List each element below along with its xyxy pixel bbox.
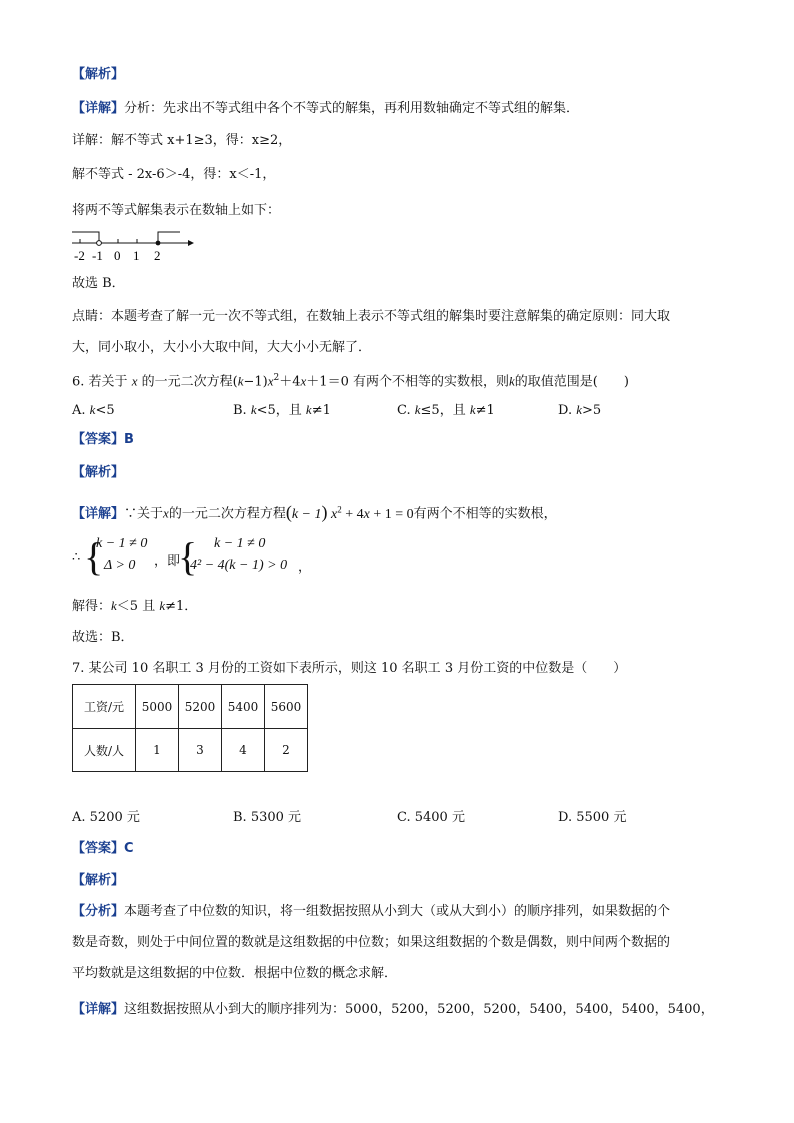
table-cell: 5200 bbox=[179, 685, 222, 729]
system-2-line-1: k − 1 ≠ 0 bbox=[214, 536, 266, 551]
var-x: x bbox=[267, 373, 274, 389]
system-2-line-2: 4² − 4(k − 1) > 0 bbox=[190, 558, 288, 573]
q7-option-d: D. 5500 元 bbox=[558, 810, 627, 825]
var-k: k bbox=[237, 373, 244, 389]
q7-answer: 【答案】C bbox=[72, 841, 134, 856]
q7-fenxi-line-2: 数是奇数，则处于中间位置的数就是这组数据的中位数；如果这组数据的个数是偶数，则中间两个数据的 bbox=[72, 935, 671, 950]
q6-detail-text: 有两个不相等的实数根， bbox=[413, 506, 557, 522]
q6-systems: ∴ { k − 1 ≠ 0 Δ > 0 ，即 { k − 1 ≠ 0 4² − 4(k − 1) > 0 ， bbox=[72, 534, 312, 579]
detail-text: 这组数据按照从小到大的顺序排列为：5000，5200，5200，5200，5400，5400，5400，5400， bbox=[124, 1002, 714, 1017]
number-line-figure bbox=[70, 226, 200, 264]
fenxi-tag: 【分析】 bbox=[72, 904, 125, 919]
step2-line: 解不等式 - 2x-6＞-4，得：x＜-1， bbox=[72, 167, 276, 182]
q6-choose-line: 故选：B． bbox=[72, 630, 134, 645]
q6-solve-line: 解得：k＜5 且 k≠1． bbox=[72, 598, 198, 614]
table-cell: 5400 bbox=[222, 685, 265, 729]
axis-label: 0 bbox=[114, 248, 121, 263]
xiangjie-tag: 【详解】 bbox=[72, 506, 125, 522]
table-row bbox=[73, 685, 308, 729]
q6-text: 6. 若关于 bbox=[72, 374, 128, 390]
var-x: x bbox=[163, 505, 169, 521]
table-cell: 5000 bbox=[136, 685, 179, 729]
table-row bbox=[73, 729, 308, 772]
step3-line: 将两不等式解集表示在数轴上如下： bbox=[72, 203, 281, 218]
system-1-line-1: k − 1 ≠ 0 bbox=[96, 536, 148, 551]
q6-answer: 【答案】B bbox=[72, 432, 134, 447]
var-x: x bbox=[300, 373, 307, 389]
therefore-sign: ∴ bbox=[72, 550, 81, 565]
q6-text: 的取值范围是( ) bbox=[514, 374, 629, 390]
step1-line: 详解：解不等式 x+1≥3，得：x≥2， bbox=[72, 133, 292, 148]
q6-text: ＋1＝0 有两个不相等的实数根，则 bbox=[306, 374, 509, 390]
answer-line: 故选 B． bbox=[72, 276, 125, 291]
xiangjie-tag: 【详解】 bbox=[72, 101, 125, 116]
table-cell: 工资/元 bbox=[73, 685, 136, 729]
table-cell: 4 bbox=[222, 729, 265, 772]
q6-text: 的一元二次方程( bbox=[141, 374, 238, 390]
xiangjie-tag: 【详解】 bbox=[72, 1002, 125, 1017]
table-cell: 5600 bbox=[265, 685, 308, 729]
q7-option-c: C. 5400 元 bbox=[397, 810, 465, 825]
q7-option-a: A. 5200 元 bbox=[72, 810, 140, 825]
table-cell: 人数/人 bbox=[73, 729, 136, 772]
q6-text: ＋4 bbox=[279, 374, 301, 390]
ji-text: ，即 bbox=[154, 554, 181, 569]
analysis-text: 分析：先求出不等式组中各个不等式的解集，再利用数轴确定不等式组的解集． bbox=[124, 101, 580, 116]
q6-option-a: A. k<5 bbox=[72, 402, 115, 418]
q6-text: −1) bbox=[243, 374, 268, 390]
q7-option-b: B. 5300 元 bbox=[233, 810, 302, 825]
comma: ， bbox=[298, 560, 312, 575]
q6-option-b: B. k<5，且 k≠1 bbox=[233, 402, 331, 418]
table-cell: 3 bbox=[179, 729, 222, 772]
table-cell: 2 bbox=[265, 729, 308, 772]
axis-label: -1 bbox=[92, 248, 103, 263]
var-k: k bbox=[508, 373, 515, 389]
q7-fenxi-line-3: 平均数就是这组数据的中位数．根据中位数的概念求解． bbox=[72, 966, 398, 981]
q7-fenxi-line-1 bbox=[72, 903, 670, 921]
q6-equation: (k − 1) $x^2 + 4x + 1 = 0$ bbox=[285, 501, 414, 522]
q7-jiexi: 【解析】 bbox=[72, 873, 125, 888]
salary-table bbox=[72, 684, 308, 772]
fenxi-text: 本题考查了中位数的知识，将一组数据按照从小到大（或从大到小）的顺序排列，如果数据的个 bbox=[124, 904, 671, 919]
q7-detail-line bbox=[72, 1001, 714, 1019]
axis-label: -2 bbox=[74, 248, 85, 263]
dianjing-line-1: 点睛：本题考查了解一元一次不等式组，在数轴上表示不等式组的解集时要注意解集的确定原则：同大取 bbox=[72, 309, 671, 324]
axis-label: 1 bbox=[133, 248, 140, 263]
q6-detail-text: 的一元二次方程方程 bbox=[168, 506, 286, 522]
var-x: x bbox=[131, 373, 138, 389]
axis-label: 2 bbox=[154, 248, 161, 263]
q6-jiexi: 【解析】 bbox=[72, 465, 125, 480]
analysis-line bbox=[72, 100, 579, 118]
table-cell: 1 bbox=[136, 729, 179, 772]
system-1-line-2: Δ > 0 bbox=[104, 558, 136, 573]
jiexi-heading: 【解析】 bbox=[72, 67, 125, 82]
q6-question bbox=[72, 369, 629, 391]
q6-detail-text: ∵关于 bbox=[124, 506, 164, 522]
q7-question: 7. 某公司 10 名职工 3 月份的工资如下表所示，则这 10 名职工 3 月份工资的中位数是（ ） bbox=[72, 661, 627, 676]
exponent: 2 bbox=[273, 373, 280, 383]
dianjing-line-2: 大，同小取小，大小小大取中间，大大小小无解了． bbox=[72, 340, 372, 355]
q6-detail-line bbox=[72, 500, 557, 524]
q6-option-d: D. k>5 bbox=[558, 402, 602, 418]
q6-option-c: C. k≤5，且 k≠1 bbox=[397, 402, 495, 418]
